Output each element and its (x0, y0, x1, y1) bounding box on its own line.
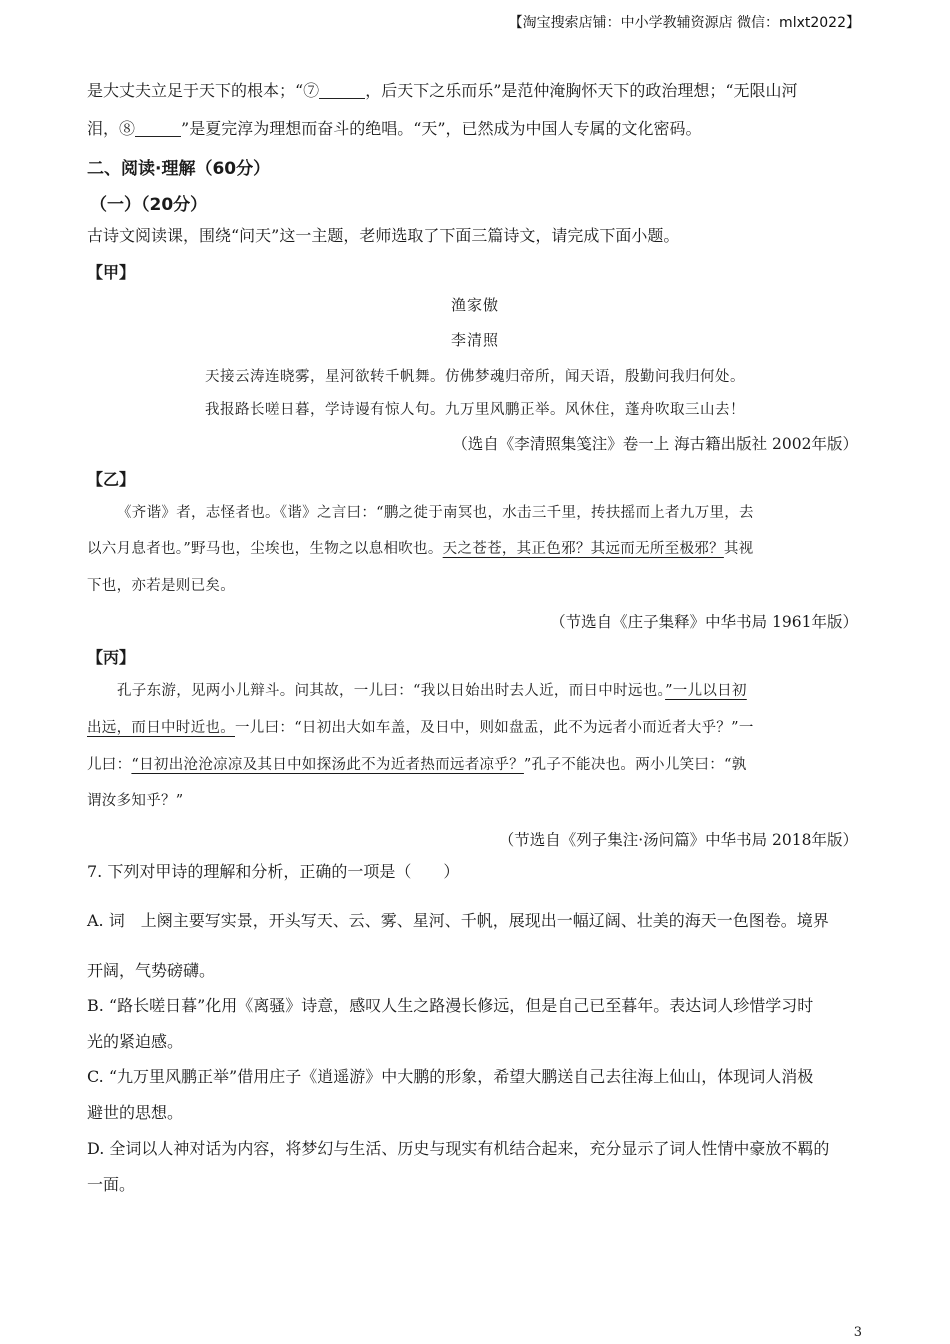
question-stem: 7. 下列对甲诗的理解和分析，正确的一项是（ ） (87, 862, 460, 881)
lead-text: 古诗文阅读课，围绕“问天”这一主题，老师选取了下面三篇诗文，请完成下面小题。 (87, 226, 680, 245)
bing-line-2 (87, 709, 863, 747)
poem-author: 李清照 (450, 331, 499, 349)
intro-text: ”是夏完淳为理想而奋斗的绝唱。“天”，已然成为中国人专属的文化密码。 (181, 119, 702, 138)
source-jia: （选自《李清照集笺注》卷一上 海古籍出版社 2002年版） (452, 435, 858, 453)
yi-line-3: 下也，亦若是则已矣。 (87, 578, 235, 594)
poem-title: 渔家傲 (450, 296, 499, 314)
label-jia: 【甲】 (87, 263, 136, 282)
option-c[interactable]: C. “九万里风鹏正举”借用庄子《逍遥游》中大鹏的形象，希望大鹏送自己去往海上仙山，体现词人消极 (87, 1067, 814, 1086)
fill-blank-8[interactable] (135, 120, 181, 137)
intro-text: 泪，⑧ (87, 119, 136, 138)
underlined-sentence: 天之苍苍，其正色邪？其远而无所至极邪？ (442, 541, 724, 557)
yi-line-1: 《齐谐》者，志怪者也。《谐》之言曰：“鹏之徙于南冥也，水击三千里，抟扶摇而上者九万里，去 (117, 505, 754, 521)
underlined-sentence: ”一儿以日初 (665, 683, 747, 699)
bing-line-1 (87, 672, 863, 710)
section-title: 二、阅读·理解（60分） (87, 159, 271, 179)
option-d-cont: 一面。 (87, 1175, 136, 1194)
yi-text: 其视 (723, 541, 754, 557)
option-c-cont: 避世的思想。 (87, 1103, 184, 1122)
intro-text: ，后天下之乐而乐”是范仲淹胸怀天下的政治理想；“无限山河 (365, 81, 798, 100)
poem-line-1: 天接云涛连晓雾，星河欲转千帆舞。仿佛梦魂归帝所，闻天语，殷勤问我归何处。 (205, 369, 745, 385)
yi-line-2 (87, 530, 863, 568)
source-bing: （节选自《列子集注·汤问篇》中华书局 2018年版） (498, 831, 858, 849)
intro-text: 是大丈夫立足于天下的根本；“⑦ (87, 81, 320, 100)
part-title: （一）（20分） (90, 195, 208, 215)
intro-line-1 (87, 72, 863, 110)
label-bing: 【丙】 (87, 648, 136, 667)
bing-text: ”孔子不能决也。两小儿笑曰：“孰 (523, 757, 747, 773)
source-yi: （节选自《庄子集释》中华书局 1961年版） (550, 613, 858, 631)
bing-line-4: 谓汝多知乎？” (87, 793, 184, 809)
underlined-sentence: 出远，而日中时近也。 (87, 720, 235, 736)
label-yi: 【乙】 (87, 470, 136, 489)
bing-text: 一儿曰：“日初出大如车盖，及日中，则如盘盂，此不为远者小而近者大乎？”一 (235, 720, 754, 736)
option-b[interactable]: B. “路长嗟日暮”化用《离骚》诗意，感叹人生之路漫长修远，但是自己已至暮年。表达词人珍惜学习时 (87, 996, 814, 1015)
poem-line-2: 我报路长嗟日暮，学诗谩有惊人句。九万里风鹏正举。风休住，蓬舟吹取三山去！ (205, 402, 745, 418)
option-a[interactable]: A. 词 上阕主要写实景，开头写天、云、雾、星河、千帆，展现出一幅辽阔、壮美的海天一色图卷。境界 (87, 911, 829, 930)
option-d[interactable]: D. 全词以人神对话为内容，将梦幻与生活、历史与现实有机结合起来，充分显示了词人性情中豪放不羁的 (87, 1139, 830, 1158)
bing-line-3 (87, 746, 863, 784)
page-number: 3 (853, 1325, 862, 1340)
underlined-sentence: “日初出沧沧凉凉及其日中如探汤此不为近者热而远者凉乎？ (131, 757, 524, 773)
option-b-cont: 光的紧迫感。 (87, 1032, 184, 1051)
intro-line-2 (87, 110, 863, 148)
yi-text: 以六月息者也。”野马也，尘埃也，生物之以息相吹也。 (87, 541, 443, 557)
fill-blank-7[interactable] (319, 82, 365, 99)
option-a-cont: 开阔，气势磅礴。 (87, 961, 216, 980)
bing-text: 孔子东游，见两小儿辩斗。问其故，一儿曰：“我以日始出时去人近，而日中时远也。 (117, 683, 666, 699)
page-header: 【淘宝搜索店铺：中小学教辅资源店 微信：mlxt2022】 (508, 15, 860, 31)
bing-text: 儿曰： (87, 757, 132, 773)
